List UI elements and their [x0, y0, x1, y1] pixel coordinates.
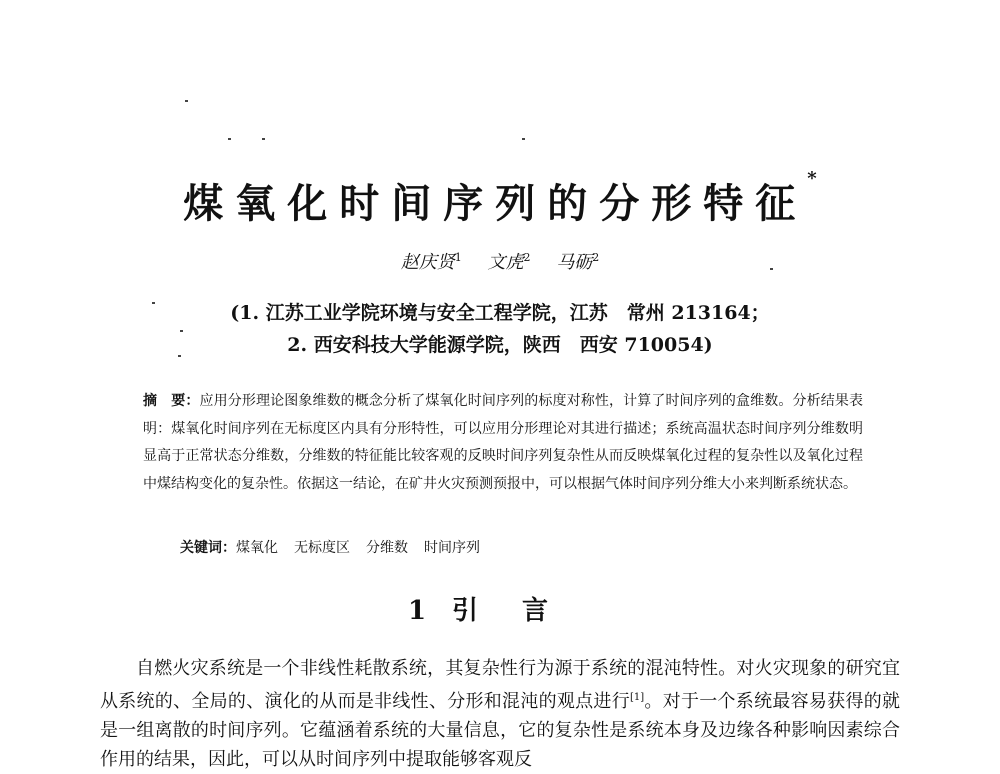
- abstract-text: 应用分形理论图象维数的概念分析了煤氧化时间序列的标度对称性，计算了时间序列的盒维数。分析结果表明：煤氧化时间序列在无标度区内具有分形特性，可以应用分形理论对其进行描述；系统高温状态时间序列分维数明显高于正常状态分维数，分维数的特征能比较客观的反映时间序列复杂性从而反映煤氧化过程的复杂性以及氧化过程中煤结构变化的复杂性。依据这一结论，在矿井火灾预测预报中，可以根据气体时间序列分维大小来判断系统状态。: [143, 393, 864, 492]
- keyword: 时间序列: [424, 540, 480, 556]
- keywords-label: 关键词：: [180, 540, 236, 556]
- keywords: [180, 537, 496, 557]
- author: 赵庆贤$^1$: [400, 251, 462, 273]
- abstract-label: 摘 要：: [143, 393, 200, 409]
- section-heading: [0, 590, 1000, 627]
- abstract: [143, 388, 863, 498]
- affiliation-line-2: 2. 西安科技大学能源学院，陕西 西安 710054): [287, 334, 713, 356]
- scan-speck: [262, 138, 265, 140]
- author: 马砺$^2$: [556, 251, 600, 273]
- author: 文虎$^2$: [487, 251, 531, 273]
- author-list: [0, 248, 1000, 274]
- scan-speck: [185, 100, 188, 102]
- section-title: 引言: [452, 596, 593, 626]
- citation-ref: [1]: [629, 692, 645, 703]
- keyword: 无标度区: [294, 540, 350, 556]
- keyword: 分维数: [366, 540, 408, 556]
- paper-title: 煤氧化时间序列的分形特征*: [183, 168, 817, 227]
- affiliation-line-1: (1. 江苏工业学院环境与安全工程学院，江苏 常州 213164；: [230, 302, 770, 324]
- section-number: 1: [407, 596, 427, 626]
- keyword: 煤氧化: [236, 540, 278, 556]
- scan-speck: [522, 138, 525, 140]
- scan-speck: [228, 138, 231, 140]
- body-paragraph: 自燃火灾系统是一个非线性耗散系统，其复杂性行为源于系统的混沌特性。对火灾现象的研究宜从系统的、全局的、演化的从而是非线性、分形和混沌的观点进行[1]。对于一个系统最容易获得的就是一组离散的时间序列。它蕴涵着系统的大量信息，它的复杂性是系统本身及边缘各种影响因素综合作用的结果，因此，可以从时间序列中提取能够客观反: [100, 658, 901, 770]
- title-footnote-mark: *: [807, 168, 817, 189]
